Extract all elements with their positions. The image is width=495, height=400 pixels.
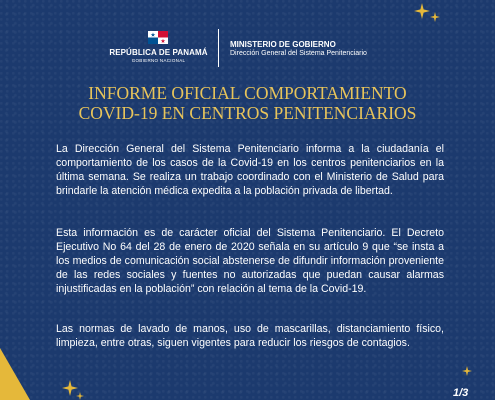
corner-decoration xyxy=(0,348,30,400)
republic-name: REPÚBLICA DE PANAMÁ xyxy=(109,48,208,57)
ministry-name: MINISTERIO DE GOBIERNO xyxy=(230,40,336,49)
page-number: 1/3 xyxy=(453,387,469,399)
sparkle-icon xyxy=(462,366,472,376)
title-line-2: COVID-19 EN CENTROS PENITENCIARIOS xyxy=(78,103,417,123)
title-line-1: INFORME OFICIAL COMPORTAMIENTO xyxy=(88,83,407,103)
republic-subtitle: GOBIERNO NACIONAL xyxy=(131,58,186,63)
sparkle-icon xyxy=(76,392,84,400)
header-divider xyxy=(218,29,219,67)
page-title xyxy=(30,83,465,123)
panama-flag-icon xyxy=(148,31,168,44)
body-paragraph-1: La Dirección General del Sistema Penitenciario informa a la ciudadanía el comportamiento de los casos de la Covid-19 en los centros penitenciarios en la última semana. Se realiza un trabajo coordinado con el Ministerio de Salud para brindarle la atención médica expedita a la población privada de libertad. xyxy=(56,143,444,197)
header xyxy=(0,27,495,67)
sparkle-icon xyxy=(414,3,430,19)
body-paragraph-2: Esta información es de carácter oficial del Sistema Penitenciario. El Decreto Ejecutivo No 64 del 28 de enero de 2020 señala en su artículo 9 que “se insta a los medios de comunicación social abstenerse de difundir información proveniente de las redes sociales y fuentes no autorizadas que puedan causar alarmas injustificadas en la población” con relación al tema de la Covid-19. xyxy=(56,227,444,295)
ministry-subtitle: Dirección General del Sistema Penitenciario xyxy=(230,50,367,57)
sparkle-icon xyxy=(430,12,440,22)
body-paragraph-3: Las normas de lavado de manos, uso de mascarillas, distanciamiento físico, limpieza, entre otras, siguen vigentes para reducir los riesgos de contagios. xyxy=(56,323,444,349)
